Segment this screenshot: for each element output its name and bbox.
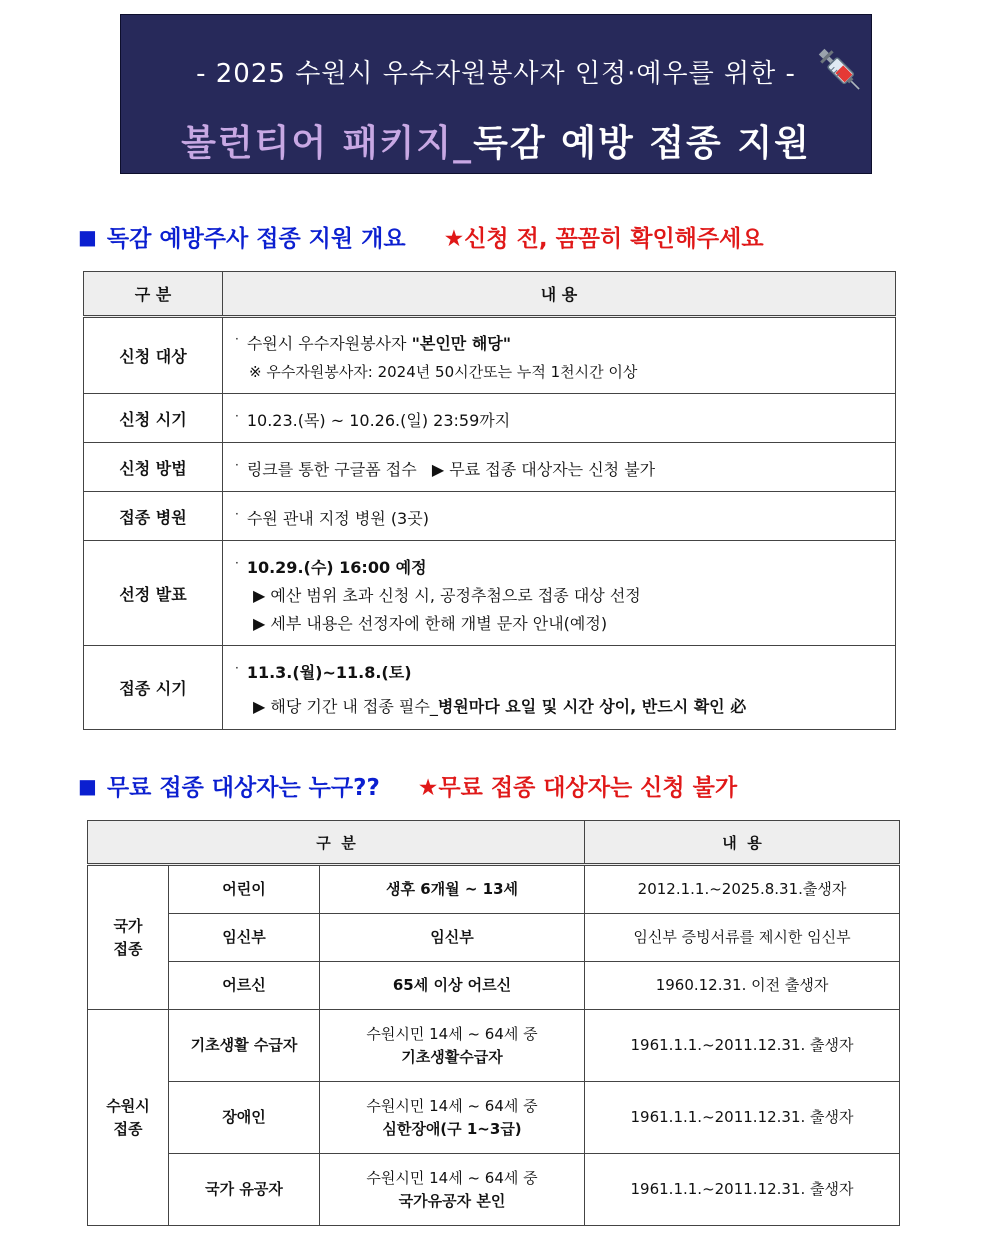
overview-table [83, 271, 896, 730]
group-label: 접종 [113, 1119, 143, 1138]
content-cell: 1961.1.1.~2011.12.31. 출생자 [585, 1082, 900, 1154]
dot-bullet-icon: · [235, 408, 239, 423]
dot-bullet-icon: · [235, 506, 239, 521]
content-cell: 1961.1.1.~2011.12.31. 출생자 [585, 1010, 900, 1082]
table-row [88, 1010, 900, 1082]
category-cell: 국가 유공자 [169, 1154, 320, 1226]
free-vaccination-table [87, 820, 900, 1226]
table-row [84, 646, 896, 730]
group-suwon [88, 1010, 169, 1226]
section2-note: ★무료 접종 대상자는 신청 불가 [417, 775, 738, 801]
vaccination-warning: 병원마다 요일 및 시간 상이, 반드시 확인 必 [437, 697, 747, 716]
row-key: 선정 발표 [84, 541, 223, 646]
table-row [88, 1082, 900, 1154]
category-cell: 어린이 [169, 865, 320, 914]
content-cell: 임신부 증빙서류를 제시한 임신부 [585, 914, 900, 962]
announce-date: 10.29.(수) 16:00 예정 [246, 557, 427, 577]
group-national [88, 865, 169, 1010]
group-label: 국가 [113, 916, 143, 935]
banner-title-part1: 볼런티어 패키지_ [181, 123, 474, 164]
section2-title: 무료 접종 대상자는 누구?? [106, 775, 380, 801]
row-key: 접종 병원 [84, 492, 223, 541]
header-key: 구 분 [84, 272, 223, 317]
vaccination-period: 11.3.(월)~11.8.(토) [246, 663, 412, 682]
category-cell: 기초생활 수급자 [169, 1010, 320, 1082]
content-cell: 2012.1.1.~2025.8.31.출생자 [585, 865, 900, 914]
vaccination-note: ▶ 해당 기간 내 접종 필수_ [253, 697, 438, 716]
desc-line: 수원시민 14세 ~ 64세 중 [366, 1024, 538, 1043]
header-value: 내 용 [223, 272, 896, 317]
section2-heading [78, 769, 737, 802]
group-label: 접종 [113, 939, 143, 958]
group-label: 수원시 [106, 1096, 150, 1115]
period-text: 10.23.(목) ~ 10.26.(일) 23:59까지 [246, 410, 511, 430]
table-row [84, 394, 896, 443]
dot-bullet-icon: · [235, 555, 239, 570]
row-value [223, 317, 896, 394]
table-header-row [88, 821, 900, 865]
announce-detail-1: ▶ 예산 범위 초과 신청 시, 공정추첨으로 접종 대상 선정 [253, 585, 641, 605]
target-emphasis: "본인만 해당" [411, 334, 512, 353]
desc-line: 수원시민 14세 ~ 64세 중 [366, 1096, 538, 1115]
row-value [223, 443, 896, 492]
description-cell: 임신부 [320, 914, 585, 962]
banner-subtitle: - 2025 수원시 우수자원봉사자 인정·예우를 위한 - [196, 59, 796, 89]
target-text: 수원시 우수자원봉사자 [246, 334, 412, 353]
category-cell: 어르신 [169, 962, 320, 1010]
section1-title: 독감 예방주사 접종 지원 개요 [106, 226, 406, 252]
table-row [84, 541, 896, 646]
announce-detail-2: ▶ 세부 내용은 선정자에 한해 개별 문자 안내(예정) [253, 613, 608, 633]
table-row [84, 443, 896, 492]
row-line [235, 654, 894, 687]
dot-bullet-icon: · [235, 457, 239, 472]
syringe-icon [812, 42, 868, 98]
row-line-note: ※ 우수자원봉사자: 2024년 50시간또는 누적 1천시간 이상 [249, 363, 638, 381]
row-key: 신청 방법 [84, 443, 223, 492]
description-cell: 65세 이상 어르신 [320, 962, 585, 1010]
square-bullet-icon: ■ [78, 774, 97, 798]
table-header-row [84, 272, 896, 317]
row-line [235, 325, 894, 358]
table-row [84, 317, 896, 394]
table-row [88, 914, 900, 962]
row-key: 신청 시기 [84, 394, 223, 443]
category-cell: 임신부 [169, 914, 320, 962]
banner-title [121, 115, 871, 166]
table-row [88, 962, 900, 1010]
hospital-text: 수원 관내 지정 병원 (3곳) [246, 508, 429, 528]
row-key: 신청 대상 [84, 317, 223, 394]
banner-title-part2: 독감 예방 접종 지원 [473, 123, 811, 164]
desc-emphasis: 심한장애(구 1~3급) [382, 1119, 522, 1138]
row-value [223, 394, 896, 443]
desc-emphasis: 국가유공자 본인 [398, 1191, 506, 1210]
row-value [223, 541, 896, 646]
header-key: 구 분 [88, 821, 585, 865]
row-value [223, 646, 896, 730]
row-value [223, 492, 896, 541]
desc-line: 수원시민 14세 ~ 64세 중 [366, 1168, 538, 1187]
row-key: 접종 시기 [84, 646, 223, 730]
description-cell [320, 1082, 585, 1154]
description-cell [320, 1010, 585, 1082]
method-text: 링크를 통한 구글폼 접수 ▶ 무료 접종 대상자는 신청 불가 [246, 459, 656, 479]
dot-bullet-icon: · [235, 332, 239, 346]
header-banner [120, 14, 872, 174]
section1-heading [78, 220, 764, 253]
table-row [88, 1154, 900, 1226]
row-line [235, 549, 894, 582]
content-cell: 1960.12.31. 이전 출생자 [585, 962, 900, 1010]
description-cell: 생후 6개월 ~ 13세 [320, 865, 585, 914]
table-row [88, 865, 900, 914]
table-row [84, 492, 896, 541]
row-line [235, 693, 894, 721]
square-bullet-icon: ■ [78, 225, 97, 249]
category-cell: 장애인 [169, 1082, 320, 1154]
description-cell [320, 1154, 585, 1226]
section1-note: ★신청 전, 꼼꼼히 확인해주세요 [443, 226, 764, 252]
content-cell: 1961.1.1.~2011.12.31. 출생자 [585, 1154, 900, 1226]
header-value: 내 용 [585, 821, 900, 865]
dot-bullet-icon: · [235, 661, 239, 675]
desc-emphasis: 기초생활수급자 [401, 1047, 503, 1066]
